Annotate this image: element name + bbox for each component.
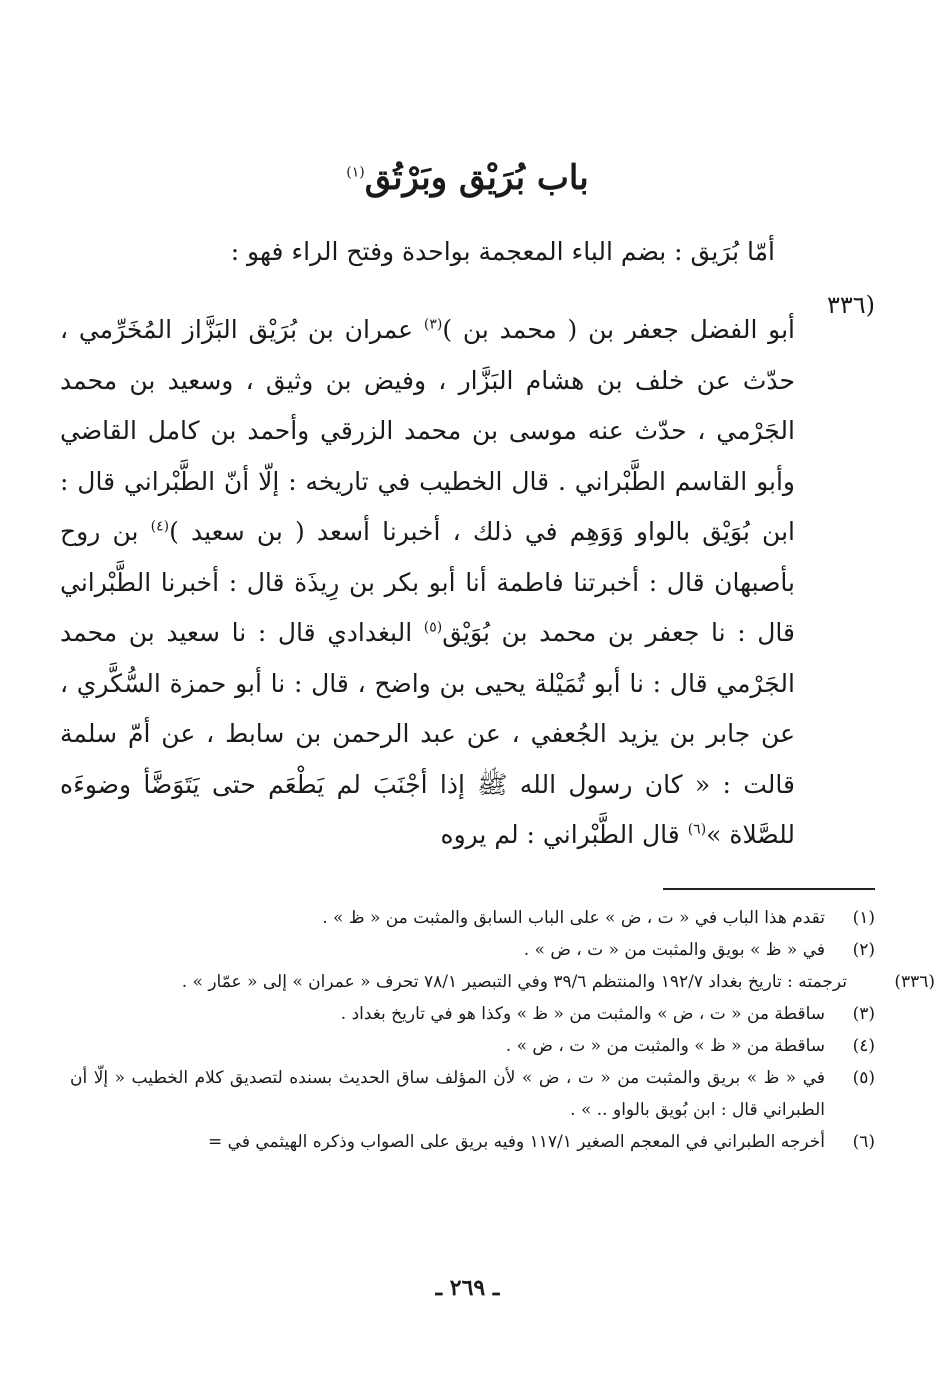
footnote-label: (١): [852, 908, 875, 928]
footnote-text: أخرجه الطبراني في المعجم الصغير ١١٧/١ وفيه بريق على الصواب وذكره الهيثمي في =: [208, 1132, 825, 1152]
footnote-label: (٢): [852, 940, 875, 960]
footnote-1: [130, 902, 875, 934]
footnote-3: [130, 998, 875, 1030]
footnote-divider: [663, 888, 875, 890]
footnote-text: ترجمته : تاريخ بغداد ١٩٢/٧ والمنتظم ٣٩/٦ وفي التبصير ٧٨/١ تحرف « عمران » إلى « عمّار » .: [181, 972, 847, 992]
footnote-text: في « ظ » بريق والمثبت من « ت ، ض » لأن المؤلف ساق الحديث بسنده لتصديق كلام الخطيب « إلّا أن الطبراني قال : ابن بُويق بالواو .. » .: [70, 1068, 825, 1120]
footnote-text: ساقطة من « ت ، ض » والمثبت من « ظ » وكذا هو في تاريخ بغداد .: [340, 1004, 825, 1024]
footnote-ref-5: (٥): [423, 619, 443, 636]
footnote-label: (٦): [852, 1132, 875, 1152]
footnote-text: ساقطة من « ظ » والمثبت من « ت ، ض » .: [505, 1036, 825, 1056]
footnote-ref-1: (١): [346, 164, 365, 181]
chapter-title: [0, 148, 935, 208]
entry-number: (٣٣٦: [826, 291, 875, 319]
intro-paragraph: أمّا بُرَيق : بضم الباء المعجمة بواحدة وفتح الراء فهو :: [230, 237, 775, 266]
footnote-label: (٤): [852, 1036, 875, 1056]
footnote-label: (٣٣٦): [894, 972, 935, 992]
footnote-label: (٥): [852, 1068, 875, 1088]
entry-text-part4: البغدادي قال : نا سعيد بن محمد الجَرْمي قال : نا أبو تُمَيْلة يحيى بن واضح ، قال : نا أبو حمزة السُّكَّري ، عن جابر بن يزيد الجُعفي ، عن عبد الرحمن بن سابط ، عن أمّ سلمة قالت : « كان رسول الله ﷺ إذا أجْنَبَ لم يَطْعَم حتى يَتَوَضَّأ وضوءَه للصَّلاة »: [60, 618, 795, 849]
footnote-5: [70, 1062, 875, 1126]
footnote-label: (٣): [852, 1004, 875, 1024]
chapter-title-text: باب بُرَيْق وبَرْتُق: [364, 158, 589, 198]
footnote-ref-4: (٤): [150, 518, 170, 535]
footnote-ref-3: (٣): [423, 316, 443, 333]
entry-text-part2: عمران بن بُرَيْق البَزَّاز المُخَرِّمي ، حدّث عن خلف بن هشام البَزَّار ، وفيض بن وثيق ، وسعيد بن محمد الجَرْمي ، حدّث عنه موسى بن محمد الزرقي وأحمد بن كامل القاضي وأبو القاسم الطَّبْراني . قال الخطيب في تاريخه : إلّا أنّ الطَّبْراني قال : ابن بُوَيْق بالواو وَوَهِم في ذلك ، أخبرنا أسعد ( بن سعيد ): [60, 315, 795, 546]
entry-body: [60, 305, 795, 861]
entry-text-part5: قال الطَّبْراني : لم يروه: [440, 820, 688, 849]
footnotes: [70, 902, 935, 1158]
footnote-entry-336: [70, 966, 935, 998]
footnote-4: [130, 1030, 875, 1062]
entry-text-part1: أبو الفضل جعفر بن ( محمد بن ): [442, 315, 795, 344]
footnote-text: في « ظ » بويق والمثبت من « ت ، ض » .: [523, 940, 825, 960]
biography-entry: [60, 280, 875, 886]
footnote-6: [70, 1126, 875, 1158]
page-number: ـ ٢٦٩ ـ: [435, 1275, 500, 1301]
entry-text-part3: بن روح بأصبهان قال : أخبرتنا فاطمة أنا أبو بكر بن رِيذَة قال : أخبرنا الطَّبْراني قال : نا جعفر بن محمد بن بُوَيْق: [60, 517, 796, 647]
footnote-2: [130, 934, 875, 966]
footnote-ref-6: (٦): [687, 821, 707, 838]
footnote-text: تقدم هذا الباب في « ت ، ض » على الباب السابق والمثبت من « ظ » .: [322, 908, 825, 928]
